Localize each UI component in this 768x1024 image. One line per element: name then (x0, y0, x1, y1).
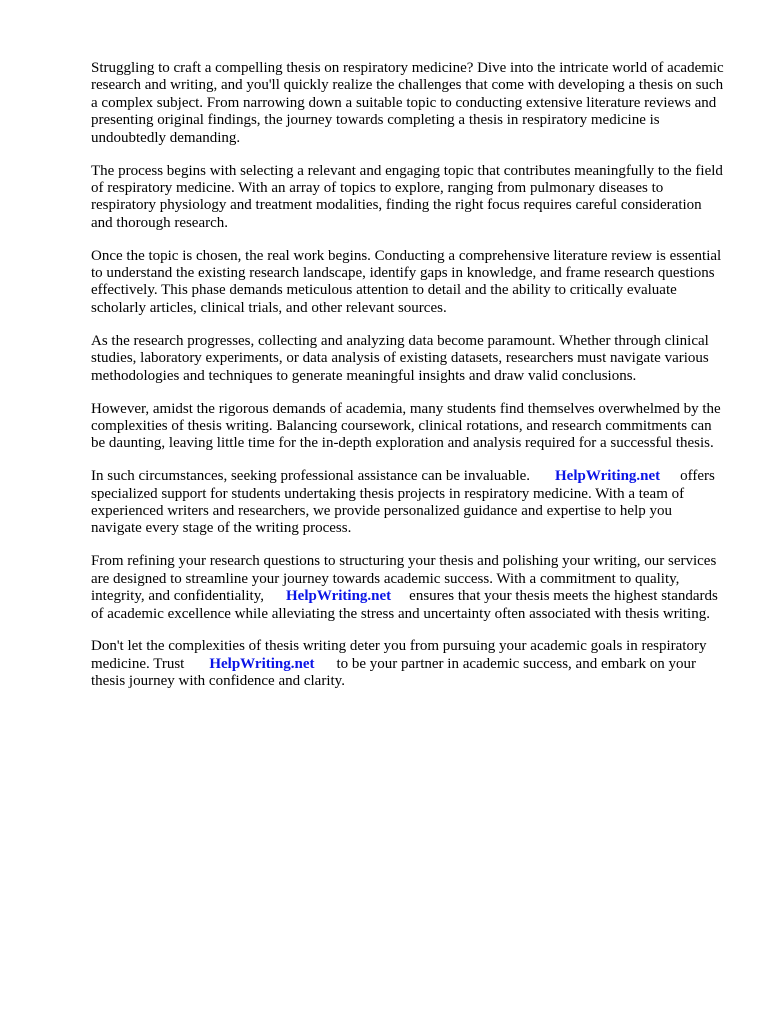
paragraph-assistance-text-after: offers specialized support for students undertaking thesis projects in respiratory medicine. With a team of experienced writers and researchers, we provide personalized guidance and expertise to help you navigate every stage of the writing process. (91, 468, 715, 537)
paragraph-closing-text-before: Don't let the complexities of thesis writing deter you from pursuing your academic goals in respiratory medicine. Trust (91, 638, 707, 672)
paragraph-literature-review: Once the topic is chosen, the real work begins. Conducting a comprehensive literature review is essential to understand the existing research landscape, identify gaps in knowledge, and frame research questions effectively. This phase demands meticulous attention to detail and the ability to critically evaluate scholarly articles, clinical trials, and other relevant sources. (91, 247, 722, 316)
paragraph-data-analysis: As the research progresses, collecting and analyzing data become paramount. Whether through clinical studies, laboratory experiments, or data analysis of existing datasets, researchers must navigate various methodologies and techniques to generate meaningful insights and draw valid conclusions. (91, 332, 709, 384)
document-page (91, 60, 725, 706)
paragraph-services-text-after: ensures that your thesis meets the highest standards of academic excellence while alleviating the stress and uncertainty often associated with thesis writing. (91, 588, 718, 622)
helpwriting-link[interactable]: HelpWriting.net (286, 588, 392, 605)
helpwriting-link[interactable]: HelpWriting.net (555, 468, 661, 485)
paragraph-topic-selection: The process begins with selecting a relevant and engaging topic that contributes meaningfully to the field of respiratory medicine. With an array of topics to explore, ranging from pulmonary diseases to respiratory physiology and treatment modalities, finding the right focus requires careful consideration and thorough research. (91, 162, 723, 231)
helpwriting-link[interactable]: HelpWriting.net (209, 655, 315, 672)
paragraph-assistance (91, 468, 725, 538)
paragraph-overwhelmed: However, amidst the rigorous demands of academia, many students find themselves overwhelmed by the complexities of thesis writing. Balancing coursework, clinical rotations, and research commitments can be daunting, leaving little time for the in-depth exploration and analysis required for a successful thesis. (91, 400, 721, 452)
paragraph-services (91, 553, 725, 623)
paragraph-services-text-before: From refining your research questions to structuring your thesis and polishing your writing, our services are designed to streamline your journey towards academic success. With a commitment to quality, integrity, and confidentiality, (91, 553, 717, 605)
paragraph-intro: Struggling to craft a compelling thesis on respiratory medicine? Dive into the intricate world of academic research and writing, and you'll quickly realize the challenges that come with developing a thesis on such a complex subject. From narrowing down a suitable topic to conducting extensive literature reviews and presenting original findings, the journey towards completing a thesis in respiratory medicine is undoubtedly demanding. (91, 60, 724, 146)
paragraph-closing-text-after: to be your partner in academic success, and embark on your thesis journey with confidence and clarity. (91, 655, 696, 690)
paragraph-closing (91, 638, 725, 690)
paragraph-assistance-text-before: In such circumstances, seeking professional assistance can be invaluable. (91, 468, 531, 485)
